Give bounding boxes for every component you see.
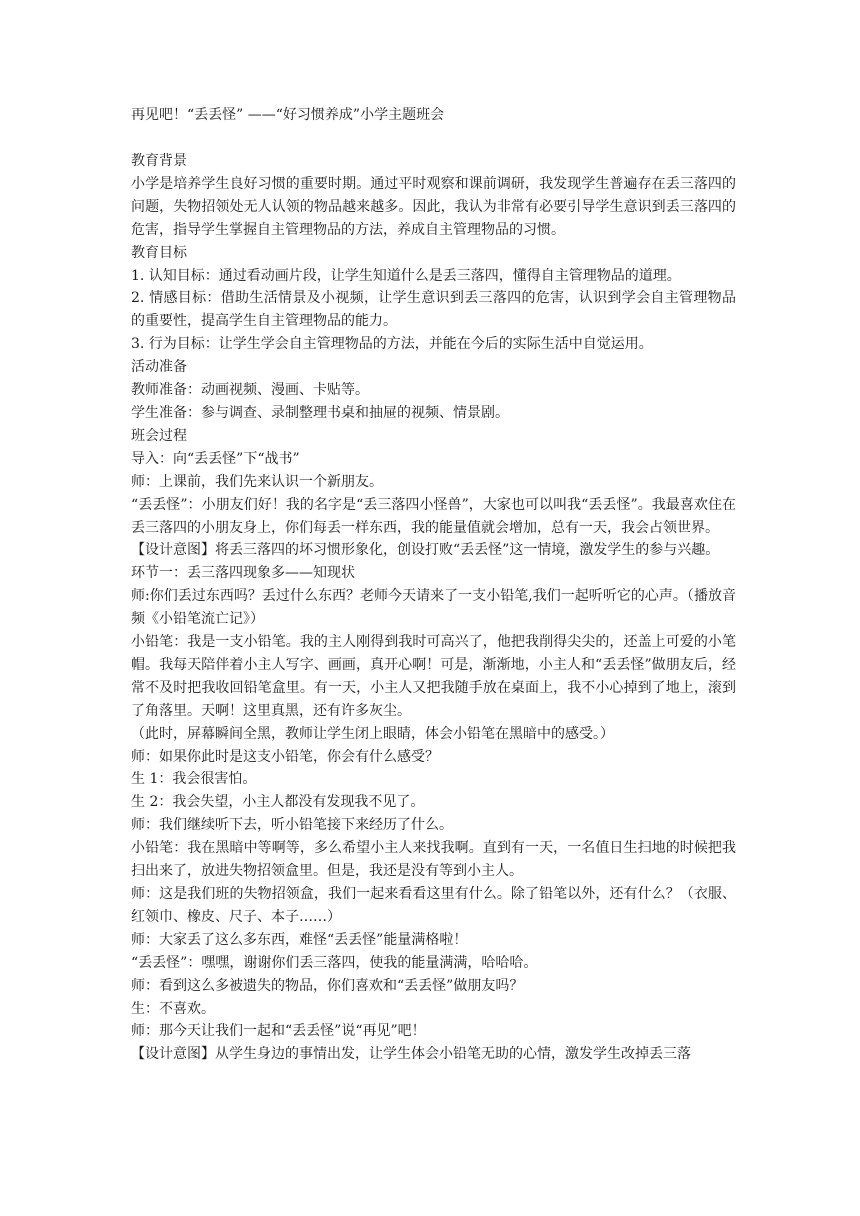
paragraph: 教师准备：动画视频、漫画、卡贴等。 — [131, 382, 369, 399]
paragraph: 【设计意图】从学生身边的事情出发，让学生体会小铅笔无助的心情，激发学生改掉丢三落 — [131, 1046, 691, 1063]
paragraph: 师：大家丢了这么多东西，难怪“丢丢怪”能量满格啦！ — [131, 931, 468, 948]
paragraph: 小铅笔：我是一支小铅笔。我的主人刚得到我时可高兴了，他把我削得尖尖的，还盖上可爱的小笔帽。我每天陪伴着小主人写字、画画，真开心啊！可是，渐渐地，小主人和“丢丢怪”做朋友后，经常不及时把我收回铅笔盒里。有一天，小主人又把我随手放在桌面上，我不小心掉到了地上，滚到了角落里。天啊！这里真黑，还有许多灰尘。 — [131, 634, 736, 719]
paragraph: 小学是培养学生良好习惯的重要时期。通过平时观察和课前调研，我发现学生普遍存在丢三落四的问题，失物招领处无人认领的物品越来越多。因此，我认为非常有必要引导学生意识到丢三落四的危害，指导学生掌握自主管理物品的方法，养成自主管理物品的习惯。 — [131, 175, 736, 238]
paragraph: 1. 认知目标：通过看动画片段，让学生知道什么是丢三落四，懂得自主管理物品的道理。 — [131, 267, 681, 284]
section-heading: 教育背景 — [131, 153, 187, 169]
paragraph: 师：看到这么多被遗失的物品，你们喜欢和“丢丢怪”做朋友吗？ — [131, 977, 524, 994]
paragraph: 2. 情感目标：借助生活情景及小视频，让学生意识到丢三落四的危害，认识到学会自主管理物品的重要性，提高学生自主管理物品的能力。 — [131, 290, 736, 330]
paragraph: 师：我们继续听下去，听小铅笔接下来经历了什么。 — [131, 817, 453, 834]
document-title: 再见吧！“丢丢怪” ——“好习惯养成”小学主题班会 — [131, 107, 445, 123]
paragraph: 师:你们丢过东西吗？丢过什么东西？老师今天请来了一支小铅笔,我们一起听听它的心声。（播放音频《小铅笔流亡记》） — [131, 588, 736, 628]
paragraph: “丢丢怪”：嘿嘿，谢谢你们丢三落四，使我的能量满满，哈哈哈。 — [131, 954, 538, 971]
document-body — [131, 150, 736, 1066]
paragraph: 导入：向“丢丢怪”下“战书” — [131, 450, 300, 467]
paragraph: 师：那今天让我们一起和“丢丢怪”说“再见”吧！ — [131, 1023, 426, 1040]
paragraph: 环节一：丢三落四现象多——知现状 — [131, 565, 355, 582]
section-heading: 教育目标 — [131, 244, 187, 261]
paragraph: 小铅笔：我在黑暗中等啊等，多么希望小主人来找我啊。直到有一天，一名值日生扫地的时候把我扫出来了，放进失物招领盒里。但是，我还是没有等到小主人。 — [131, 840, 736, 880]
paragraph: （此时，屏幕瞬间全黑，教师让学生闭上眼睛，体会小铅笔在黑暗中的感受。） — [131, 725, 614, 742]
section-heading: 活动准备 — [131, 359, 187, 376]
paragraph: 师：上课前，我们先来认识一个新朋友。 — [131, 473, 383, 490]
paragraph: 师：这是我们班的失物招领盒，我们一起来看看这里有什么。除了铅笔以外，还有什么？（衣服、红领巾、橡皮、尺子、本子……） — [131, 886, 736, 925]
paragraph: 师：如果你此时是这支小铅笔，你会有什么感受？ — [131, 748, 439, 765]
paragraph: 生 1：我会很害怕。 — [131, 771, 257, 788]
paragraph: 生 2：我会失望，小主人都没有发现我不见了。 — [131, 794, 425, 811]
paragraph: 3. 行为目标：让学生学会自主管理物品的方法，并能在今后的实际生活中自觉运用。 — [131, 336, 653, 353]
section-heading: 班会过程 — [131, 427, 187, 444]
paragraph: 学生准备：参与调查、录制整理书桌和抽屉的视频、情景剧。 — [131, 404, 509, 421]
paragraph: 生：不喜欢。 — [131, 1000, 215, 1017]
paragraph: “丢丢怪”：小朋友们好！我的名字是“丢三落四小怪兽”，大家也可以叫我“丢丢怪”。我最喜欢住在丢三落四的小朋友身上，你们每丢一样东西，我的能量值就会增加，总有一天，我会占领世界。 — [131, 496, 736, 536]
paragraph: 【设计意图】将丢三落四的坏习惯形象化，创设打败“丢丢怪”这一情境，激发学生的参与兴趣。 — [131, 542, 720, 559]
